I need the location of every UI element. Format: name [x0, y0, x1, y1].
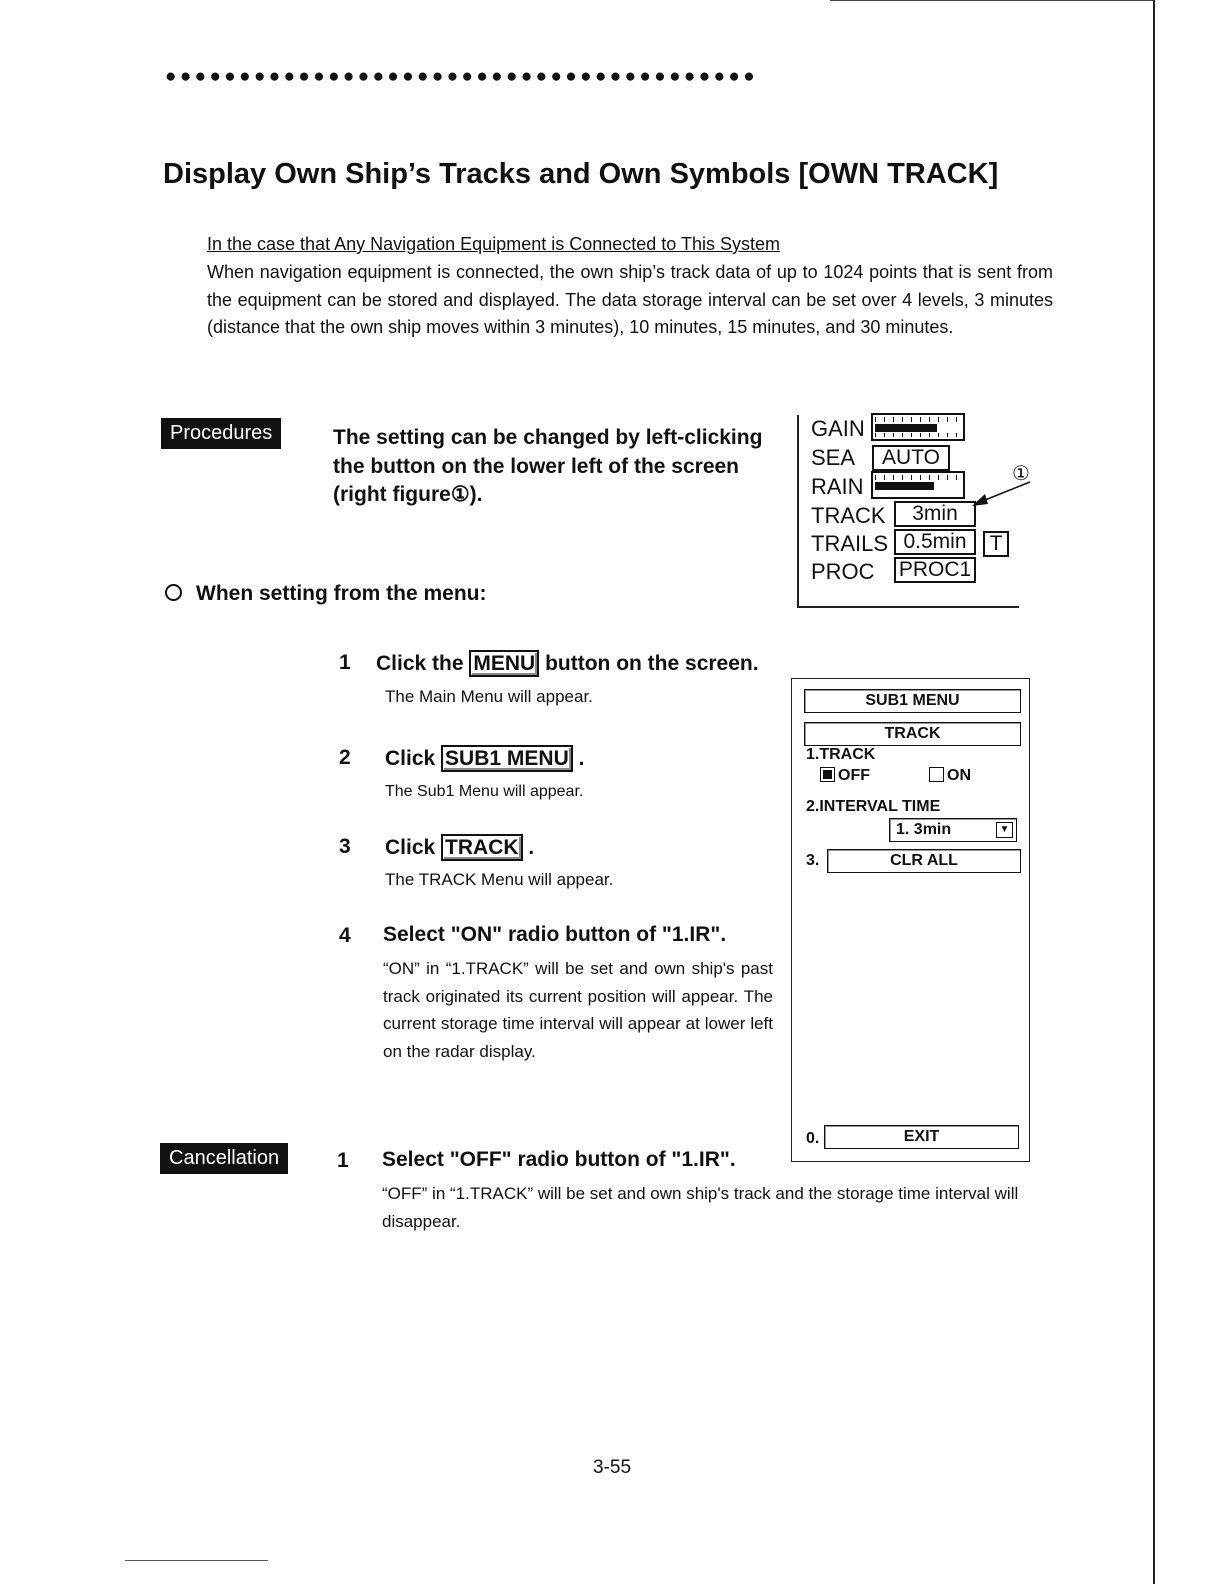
step-3-title [385, 834, 534, 861]
interval-time-value: 1. 3min [896, 821, 952, 838]
radio-selected-icon [820, 767, 835, 782]
track-label: TRACK [811, 503, 886, 528]
step-4-title: Select "ON" radio button of "1.IR". [383, 923, 727, 946]
sea-button[interactable]: AUTO [872, 445, 950, 471]
gain-meter[interactable] [871, 413, 965, 441]
sub1-menu-panel [791, 678, 1030, 1162]
intro-paragraph: When navigation equipment is connected, the own ship’s track data of up to 1024 points that is sent from the equipment can be stored and displayed. The data storage interval can be set over 4 levels, 3 minutes (distance that the own ship moves within 3 minutes), 10 minutes, 15 minutes, and 30 minutes. [207, 262, 1053, 337]
decorative-dot-row: ●●●●●●●●●●●●●●●●●●●●●●●●●●●●●●●●●●●●●●●● [165, 66, 759, 87]
step-1-number: 1 [339, 651, 351, 674]
cancel-step-desc: “OFF” in “1.TRACK” will be set and own ship's track and the storage time interval will disappear. [382, 1184, 1019, 1231]
menu-button[interactable]: MENU [469, 650, 539, 677]
callout-number: ① [1012, 463, 1030, 485]
procedures-text: The setting can be changed by left-clicking the button on the lower left of the screen (right figure①). [333, 426, 763, 506]
sub1-menu-button[interactable]: SUB1 MENU [441, 745, 573, 772]
circle-bullet-icon [165, 584, 182, 601]
proc-label: PROC [811, 559, 875, 584]
gain-meter-ticks-bottom [875, 433, 961, 437]
gain-label: GAIN [811, 416, 865, 441]
step-1-title [376, 650, 759, 677]
step-3-pre: Click [385, 836, 436, 859]
off-label: OFF [838, 767, 870, 784]
clr-all-number: 3. [806, 852, 820, 869]
step-1-pre: Click the [376, 652, 464, 675]
on-label: ON [947, 767, 971, 784]
clr-all-button[interactable]: CLR ALL [827, 849, 1021, 873]
gain-meter-fill [875, 424, 937, 432]
cancel-step-title: Select "OFF" radio button of "1.IR". [382, 1148, 736, 1171]
procedures-tag: Procedures [161, 418, 281, 449]
step-4-number: 4 [339, 924, 351, 947]
sub1-menu-title: SUB1 MENU [804, 689, 1021, 713]
track-interval-button[interactable]: 3min [894, 501, 976, 527]
step-3-post: . [528, 836, 535, 859]
exit-button[interactable]: EXIT [824, 1125, 1019, 1149]
exit-number: 0. [806, 1130, 820, 1147]
right-border-line [1153, 0, 1155, 1584]
step-3-desc: The TRACK Menu will appear. [385, 870, 614, 889]
top-border-line [830, 0, 1155, 1]
trails-mode-button[interactable]: T [983, 531, 1009, 557]
proc-button[interactable]: PROC1 [894, 557, 976, 583]
track-section-title: TRACK [804, 722, 1021, 746]
cancellation-tag: Cancellation [160, 1143, 288, 1174]
step-2-number: 2 [339, 746, 351, 769]
step-3-number: 3 [339, 835, 351, 858]
step-4-desc: “ON” in “1.TRACK” will be set and own ship's past track originated its current position will appear. The current storage time interval will appear at lower left on the radar display. [383, 959, 773, 1061]
track-on-radio[interactable] [929, 767, 971, 785]
interval-time-dropdown[interactable] [889, 818, 1017, 842]
step-1-desc: The Main Menu will appear. [385, 687, 593, 706]
trails-button[interactable]: 0.5min [894, 529, 976, 555]
track-off-radio[interactable] [820, 767, 870, 785]
gain-meter-ticks [875, 417, 961, 422]
sea-label: SEA [811, 445, 856, 470]
menu-setting-heading-text: When setting from the menu: [196, 582, 487, 605]
step-2-desc: The Sub1 Menu will appear. [385, 783, 584, 800]
track-item-label: 1.TRACK [806, 746, 876, 763]
footnote-rule [125, 1560, 268, 1561]
intro-subheading: In the case that Any Navigation Equipment is Connected to This System [207, 234, 780, 254]
interval-time-label: 2.INTERVAL TIME [806, 798, 941, 815]
cancel-step-number: 1 [337, 1149, 349, 1172]
trails-label: TRAILS [811, 531, 889, 556]
step-2-pre: Click [385, 747, 436, 770]
page-number: 3-55 [592, 1457, 632, 1478]
rain-label: RAIN [811, 474, 864, 499]
track-button[interactable]: TRACK [441, 834, 523, 861]
menu-setting-heading [165, 582, 487, 606]
dropdown-arrow-icon: ▼ [996, 822, 1013, 838]
radio-empty-icon [929, 767, 944, 782]
step-2-post: . [578, 747, 585, 770]
step-2-title [385, 745, 584, 772]
rain-meter-fill [875, 482, 934, 490]
step-1-post: button on the screen. [545, 652, 759, 675]
page-title: Display Own Ship’s Tracks and Own Symbols [OWN TRACK] [163, 158, 999, 190]
